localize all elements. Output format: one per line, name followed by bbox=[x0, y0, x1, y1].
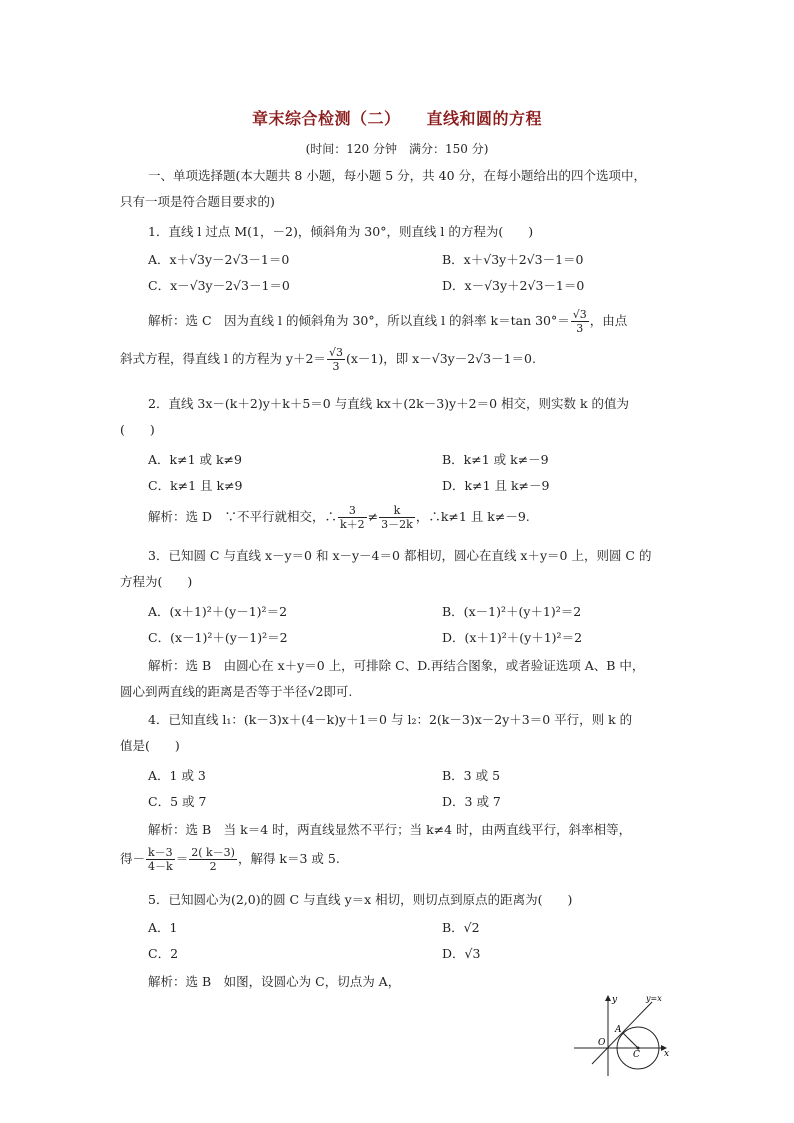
fraction-denominator: 3－2k bbox=[381, 518, 413, 531]
fraction-denominator: 3 bbox=[576, 322, 584, 335]
title-part1: 章末综合检测（二） bbox=[251, 109, 401, 128]
fraction bbox=[379, 504, 415, 531]
q3-option-a: A．(x＋1)²＋(y－1)²＝2 bbox=[148, 604, 288, 619]
q1-sol1-post: ，由点 bbox=[589, 313, 628, 328]
q2-solution bbox=[148, 504, 530, 531]
fraction-numerator: 2( k－3) bbox=[191, 846, 235, 859]
line-y-equals-x bbox=[592, 1002, 652, 1064]
q5-option-b: B．√2 bbox=[442, 920, 480, 935]
fraction bbox=[189, 846, 237, 873]
page-title bbox=[0, 106, 794, 129]
q4-sol2-pre: 得－ bbox=[120, 851, 146, 866]
line-label: y=x bbox=[646, 994, 662, 1003]
q4-sol2-post: ，解得 k＝3 或 5. bbox=[237, 851, 340, 866]
q2-option-b: B．k≠1 或 k≠－9 bbox=[442, 452, 549, 467]
q3-stem-line2: 方程为( ) bbox=[120, 574, 193, 589]
radius-segment bbox=[623, 1033, 638, 1048]
q1-solution-line2 bbox=[120, 346, 536, 373]
q3-option-d: D．(x＋1)²＋(y＋1)²＝2 bbox=[442, 630, 583, 645]
y-axis-label: y bbox=[612, 995, 618, 1005]
q2-option-c: C．k≠1 且 k≠9 bbox=[148, 478, 243, 493]
fraction-numerator: √3 bbox=[328, 346, 343, 359]
fraction bbox=[327, 346, 345, 373]
q5-option-c: C．2 bbox=[148, 946, 179, 961]
q5-option-a: A．1 bbox=[148, 920, 178, 935]
q5-stem: 5．已知圆心为(2,0)的圆 C 与直线 y＝x 相切，则切点到原点的距离为( ) bbox=[148, 892, 573, 907]
q4-solution-line1: 解析：选 B 当 k＝4 时，两直线显然不平行；当 k≠4 时，由两直线平行，斜率相等， bbox=[148, 822, 632, 837]
q1-solution-line1 bbox=[148, 308, 627, 335]
fraction-numerator: 3 bbox=[338, 504, 367, 518]
title-part2: 直线和圆的方程 bbox=[426, 109, 543, 128]
center-label: C bbox=[633, 1050, 640, 1060]
q2-stem-line2: ( ) bbox=[120, 422, 155, 437]
q4-option-d: D．3 或 7 bbox=[442, 794, 501, 809]
q5-solution: 解析：选 B 如图，设圆心为 C，切点为 A， bbox=[148, 974, 401, 989]
tangent-point-label: A bbox=[615, 1025, 622, 1035]
q2-sol-pre: 解析：选 D ∵不平行就相交，∴ bbox=[148, 509, 337, 524]
q1-option-d: D．x－√3y＋2√3－1＝0 bbox=[442, 278, 585, 293]
not-equal-sign: ≠ bbox=[367, 509, 379, 524]
page-subtitle: (时间：120 分钟 满分：150 分) bbox=[305, 142, 489, 156]
q1-sol2-post: (x－1)，即 x－√3y－2√3－1＝0. bbox=[345, 351, 536, 366]
q1-sol1-pre: 解析：选 C 因为直线 l 的倾斜角为 30°，所以直线 l 的斜率 k＝tan 30°＝ bbox=[148, 313, 570, 328]
q1-option-b: B．x＋√3y＋2√3－1＝0 bbox=[442, 252, 584, 267]
tangent-circle-figure bbox=[570, 990, 680, 1080]
q3-option-c: C．(x－1)²＋(y－1)²＝2 bbox=[148, 630, 288, 645]
q1-option-a: A．x＋√3y－2√3－1＝0 bbox=[148, 252, 290, 267]
fraction bbox=[146, 846, 175, 873]
fraction-numerator: √3 bbox=[572, 308, 587, 321]
fraction-numerator: k－3 bbox=[148, 846, 173, 859]
equals-sign: ＝ bbox=[175, 851, 189, 866]
fraction-numerator: k bbox=[379, 504, 415, 518]
q1-sol2-pre: 斜式方程，得直线 l 的方程为 y＋2＝ bbox=[120, 351, 326, 366]
q2-sol-post: ，∴k≠1 且 k≠－9. bbox=[415, 509, 530, 524]
section-heading-line1: 一、单项选择题(本大题共 8 小题，每小题 5 分，共 40 分，在每小题给出的四个选项中， bbox=[148, 168, 647, 183]
q2-stem-line1: 2．直线 3x－(k＋2)y＋k＋5＝0 与直线 kx＋(2k－3)y＋2＝0 相交，则实数 k 的值为 bbox=[148, 396, 630, 411]
section-heading-line2: 只有一项是符合题目要求的) bbox=[120, 194, 275, 209]
q4-stem-line2: 值是( ) bbox=[120, 738, 180, 753]
q5-option-d: D．√3 bbox=[442, 946, 481, 961]
q4-solution-line2 bbox=[120, 846, 340, 873]
fraction-denominator: 4－k bbox=[148, 860, 173, 873]
fraction-denominator: k＋2 bbox=[340, 518, 365, 531]
fraction bbox=[338, 504, 367, 531]
x-axis-label: x bbox=[664, 1049, 670, 1059]
q1-stem: 1．直线 l 过点 M(1，－2)，倾斜角为 30°，则直线 l 的方程为( ) bbox=[148, 224, 534, 239]
fraction-denominator: 3 bbox=[332, 360, 340, 373]
q4-stem-line1: 4．已知直线 l₁：(k－3)x＋(4－k)y＋1＝0 与 l₂：2(k－3)x－2y＋3＝0 平行，则 k 的 bbox=[148, 712, 633, 727]
q2-option-a: A．k≠1 或 k≠9 bbox=[148, 452, 242, 467]
q2-option-d: D．k≠1 且 k≠－9 bbox=[442, 478, 550, 493]
q4-option-b: B．3 或 5 bbox=[442, 768, 501, 783]
fraction-denominator: 2 bbox=[209, 860, 217, 873]
q3-solution-line2: 圆心到两直线的距离是否等于半径√2即可. bbox=[120, 684, 353, 699]
q1-option-c: C．x－√3y－2√3－1＝0 bbox=[148, 278, 290, 293]
q4-option-a: A．1 或 3 bbox=[148, 768, 206, 783]
origin-label: O bbox=[598, 1038, 606, 1048]
fraction bbox=[571, 308, 589, 335]
q3-stem-line1: 3．已知圆 C 与直线 x－y＝0 和 x－y－4＝0 都相切，圆心在直线 x＋y＝0 上，则圆 C 的 bbox=[148, 548, 652, 563]
q3-option-b: B．(x－1)²＋(y＋1)²＝2 bbox=[442, 604, 582, 619]
q4-option-c: C．5 或 7 bbox=[148, 794, 207, 809]
q3-solution-line1: 解析：选 B 由圆心在 x＋y＝0 上，可排除 C、D.再结合图象，或者验证选项 A、B 中， bbox=[148, 658, 645, 673]
